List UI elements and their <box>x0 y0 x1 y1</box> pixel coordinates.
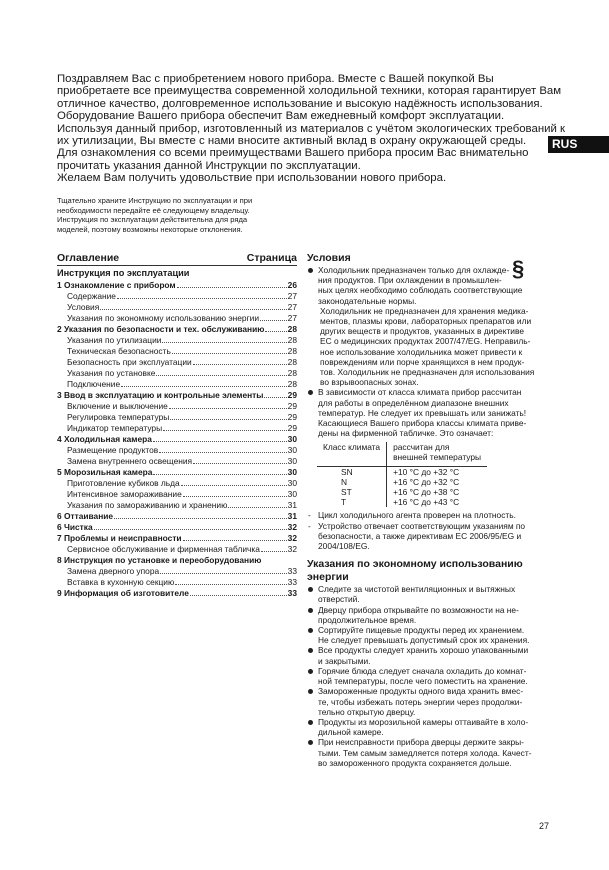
toc-entry[interactable] <box>57 368 297 379</box>
text-line: законодательные нормы. <box>318 295 417 306</box>
text-line: и закрытыми. <box>318 655 371 666</box>
toc-entry-title: 5 Морозильная камера <box>57 467 153 477</box>
toc-entry-title: Интенсивное замораживание <box>67 489 182 499</box>
toc-entry-title: 6 Оттаивание <box>57 511 114 521</box>
toc-entry-page: 30 <box>287 478 297 488</box>
text-line: Сортируйте пищевые продукты перед их хранением. <box>318 625 525 636</box>
toc-leader-dots <box>121 379 287 387</box>
toc-leader-dots <box>175 577 286 585</box>
text-line: температур. Не следует их превышать или занижать! <box>318 407 527 418</box>
toc-leader-dots <box>153 434 287 442</box>
text-line: дильной камере. <box>318 727 384 738</box>
toc-leader-dots <box>172 346 287 354</box>
toc-entry[interactable] <box>57 577 297 588</box>
toc-leader-dots <box>100 302 286 310</box>
toc-entry-page: 30 <box>287 489 297 499</box>
toc-entry[interactable] <box>57 467 297 478</box>
toc-entry-title: 8 Инструкция по установке и переоборудованию <box>57 555 262 565</box>
conditions-dash-item <box>307 510 562 520</box>
text-line: отверстий. <box>318 594 360 605</box>
page-number: 27 <box>539 821 550 831</box>
text-line: во взрывоопасных зонах. <box>320 377 419 388</box>
toc-entry-title: Приготовление кубиков льда <box>67 478 180 488</box>
text-line: приобретаете все преимущества современной холодильной техники, которая гарантирует Вам <box>57 85 562 98</box>
toc-entry-page: 27 <box>287 302 297 312</box>
text-line: Холодильник предназначен только для охлажде- <box>318 265 510 275</box>
toc-entry-title: Безопасность при эксплуатации <box>67 357 192 367</box>
toc-entry[interactable] <box>57 379 297 390</box>
energy-heading <box>307 558 562 584</box>
text-line: дены на фирменной табличке. Это означает: <box>318 428 494 439</box>
climate-row <box>317 477 487 487</box>
toc-entry-page: 28 <box>287 368 297 378</box>
text-line: тельно открытую дверцу. <box>318 706 416 717</box>
conditions-bullet <box>307 265 562 306</box>
toc-entry-title: Сервисное обслуживание и фирменная табличка <box>67 544 260 554</box>
toc-entry-page: 29 <box>287 390 297 400</box>
toc-entry[interactable] <box>57 357 297 368</box>
toc-entry[interactable] <box>57 489 297 500</box>
toc-entry-title: Указания по замораживанию и хранению <box>67 500 228 510</box>
toc-subtitle: Инструкция по эксплуатации <box>57 268 190 278</box>
section-symbol: § <box>512 256 525 281</box>
toc-leader-dots <box>117 291 287 299</box>
text-line: Касающиеся Вашего прибора классы климата приве- <box>318 418 527 429</box>
toc-leader-dots <box>163 423 287 431</box>
text-line: моделей, поэтому возможны некоторые отклонения. <box>57 224 243 234</box>
energy-tip <box>307 605 562 625</box>
text-line: безопасности, а также директивам ЕС 2006/95/EG и <box>318 530 522 541</box>
toc-leader-dots <box>170 412 286 420</box>
toc-entry-title: Условия <box>67 302 100 312</box>
climate-class: ST <box>317 487 387 497</box>
toc-entry[interactable] <box>57 434 297 445</box>
toc-leader-dots <box>156 368 286 376</box>
toc-entry-page: 26 <box>287 280 297 290</box>
toc-entry-title: Указания по экономному использованию энергии <box>67 313 259 323</box>
toc-entry-title: Техническая безопасность <box>67 346 171 356</box>
text-line: их утилизации, Вы вместе с нами вносите активный вклад в охрану окружающей среды. <box>57 135 527 148</box>
toc-entry-title: 3 Ввод в эксплуатацию и контрольные элементы <box>57 390 264 400</box>
toc-entry[interactable] <box>57 423 297 434</box>
text-line: Цикл холодильного агента проверен на плотность. <box>318 510 516 521</box>
text-line: повреждениям или порче хранящихся в нем продук- <box>320 356 525 367</box>
toc-entry-page: 33 <box>287 577 297 587</box>
table-of-contents <box>57 252 297 599</box>
toc-entry-page: 30 <box>287 467 297 477</box>
toc-entry-page: 30 <box>287 456 297 466</box>
text-line: Дверцу прибора открывайте по возможности на не- <box>318 604 519 615</box>
toc-header <box>57 252 297 266</box>
toc-entry-page: 28 <box>287 357 297 367</box>
toc-entry-title: Замена внутреннего освещения <box>67 456 193 466</box>
toc-entry-page: 32 <box>287 522 297 532</box>
toc-entry[interactable] <box>57 566 297 577</box>
text-line: Продукты из морозильной камеры оттаивайте в холо- <box>318 716 529 727</box>
text-line: Инструкция по эксплуатации действительна для ряда <box>57 215 248 225</box>
toc-entry-title: Указания по утилизации <box>67 335 162 345</box>
toc-leader-dots <box>190 588 287 596</box>
temperature-range: +16 °C до +32 °C <box>393 477 460 488</box>
toc-entry-page: 29 <box>287 401 297 411</box>
toc-entry-page: 31 <box>287 511 297 521</box>
toc-entry[interactable] <box>57 456 297 467</box>
text-line: Горячие блюда следует сначала охладить до комнат- <box>318 665 527 676</box>
toc-entry-page: 29 <box>287 423 297 433</box>
toc-entry[interactable] <box>57 500 297 511</box>
toc-leader-dots <box>169 401 287 409</box>
energy-tip <box>307 625 562 645</box>
text-line: Следите за чистотой вентиляционных и вытяжных <box>318 584 516 595</box>
toc-leader-dots <box>159 445 286 453</box>
text-line: Желаем Вам получить удовольствие при использовании нового прибора. <box>57 172 447 185</box>
toc-leader-dots <box>264 390 286 398</box>
intro-text <box>57 73 565 185</box>
toc-entry[interactable] <box>57 401 297 412</box>
temperature-range: +10 °C до +32 °C <box>393 467 460 478</box>
toc-entry-page: 28 <box>287 324 297 334</box>
toc-entry[interactable] <box>57 445 297 456</box>
toc-entry[interactable] <box>57 324 297 335</box>
toc-leader-dots <box>181 478 287 486</box>
toc-entry-page: 28 <box>287 335 297 345</box>
toc-entry[interactable] <box>57 280 297 291</box>
climate-row <box>317 467 487 478</box>
toc-entry-page: 30 <box>287 434 297 444</box>
text-line: ментов, плазмы крови, лабораторных препаратов или <box>320 316 532 327</box>
text-line: ЕС о медицинских продуктах 2007/47/EG. Неправиль- <box>320 336 531 347</box>
text-line: необходимости передайте её следующему владельцу. <box>57 205 250 215</box>
text-line: Замороженные продукты одного вида хранить вмес- <box>318 686 524 697</box>
toc-entry[interactable] <box>57 412 297 423</box>
toc-entry[interactable] <box>57 522 297 533</box>
toc-entry[interactable] <box>57 302 297 313</box>
energy-tip <box>307 686 562 717</box>
language-tab: RUS <box>548 136 609 153</box>
text-line: прочитать указания данной Инструкции по эксплуатации. <box>57 159 361 172</box>
text-line: Тщательно храните Инструкцию по эксплуатации и при <box>57 196 253 205</box>
climate-class: T <box>317 497 387 507</box>
conditions-heading: Условия <box>307 252 351 264</box>
energy-tip <box>307 737 562 768</box>
toc-entry-page: 32 <box>287 533 297 543</box>
text-line: ния продуктов. При охлаждении в промышлен- <box>318 275 502 286</box>
text-line: Для ознакомления со всеми преимуществами Вашего прибора просим Вас внимательно <box>57 147 529 160</box>
text-line: Все продукты следует хранить хорошо упакованными <box>318 645 529 656</box>
temperature-range: +16 °C до +38 °C <box>393 487 460 498</box>
text-line: ное использование холодильника может привести к <box>320 346 523 357</box>
toc-entry[interactable] <box>57 291 297 302</box>
toc-entry-title: 2 Указания по безопасности и тех. обслуживанию <box>57 324 265 334</box>
toc-entry[interactable] <box>57 478 297 489</box>
text-line: для работы в определённом диапазоне внешних <box>318 397 509 408</box>
temperature-header-line: внешней температуры <box>393 452 482 463</box>
toc-title: Оглавление <box>57 252 120 264</box>
text-line: Поздравляем Вас с приобретением нового прибора. Вместе с Вашей покупкой Вы <box>57 73 494 85</box>
toc-entry-page: 33 <box>287 588 297 598</box>
toc-entry[interactable] <box>57 555 297 566</box>
toc-entry[interactable] <box>57 346 297 357</box>
toc-entry-title: Указания по установке <box>67 368 156 378</box>
energy-tip <box>307 584 562 604</box>
toc-leader-dots <box>193 357 287 365</box>
conditions-bullet <box>307 387 562 438</box>
text-line: других веществ и продуктов, указанных в директиве <box>320 326 524 337</box>
toc-entry[interactable] <box>57 335 297 346</box>
toc-leader-dots <box>193 456 287 464</box>
toc-entry-title: Вставка в кухонную секцию <box>67 577 175 587</box>
toc-entry-title: 4 Холодильная камера <box>57 434 152 444</box>
temperature-header <box>387 442 487 467</box>
toc-entry-title: Включение и выключение <box>67 401 168 411</box>
text-line: продолжительное время. <box>318 614 417 625</box>
toc-entry[interactable] <box>57 533 297 544</box>
climate-class-header: Класс климата <box>317 442 387 467</box>
toc-leader-dots <box>183 489 287 497</box>
toc-entry[interactable] <box>57 313 297 324</box>
toc-entry-title: 7 Проблемы и неисправности <box>57 533 182 543</box>
toc-entry-page: 27 <box>287 313 297 323</box>
energy-tip <box>307 717 562 737</box>
text-line: во замороженного продукта сохраняется дольше. <box>318 757 512 768</box>
climate-class: N <box>317 477 387 487</box>
storage-note <box>57 196 252 234</box>
text-line: 2004/108/EG. <box>318 541 370 552</box>
toc-entry-page: 27 <box>287 291 297 301</box>
toc-leader-dots <box>162 335 286 343</box>
text-line: Используя данный прибор, изготовленный из материалов с учётом экологических требований к <box>57 122 565 135</box>
text-line: тыми. Тем самым замедляется потеря холода. Качест- <box>318 747 532 758</box>
toc-entry-title: Индикатор температуры <box>67 423 163 433</box>
climate-class: SN <box>317 467 387 478</box>
text-line: Устройство отвечает соответствующим указаниям по <box>318 520 526 531</box>
text-line: Не следует превышать допустимый срок их хранения. <box>318 635 530 646</box>
text-line: ной температуры, после чего поместить на хранение. <box>318 676 528 687</box>
toc-page-label: Страница <box>246 252 297 264</box>
toc-entry-title: Регулировка температуры <box>67 412 170 422</box>
toc-entry-title: 9 Информация об изготовителе <box>57 588 189 598</box>
toc-entry-title: 1 Ознакомление с прибором <box>57 280 176 290</box>
toc-entry-title: Замена дверного упора <box>67 566 160 576</box>
climate-class-table <box>317 442 487 507</box>
text-line: В зависимости от класса климата прибор рассчитан <box>318 387 522 398</box>
toc-leader-dots <box>177 280 287 288</box>
toc-leader-dots <box>160 566 287 574</box>
text-line: отличное качество, долговременное использование и высокую надёжность использования. <box>57 97 543 110</box>
toc-entry-page: 31 <box>287 500 297 510</box>
toc-entry-page: 29 <box>287 412 297 422</box>
energy-heading-line: Указания по экономному использованию <box>307 558 523 571</box>
toc-entry-page: 32 <box>287 544 297 554</box>
toc-leader-dots <box>228 500 286 508</box>
toc-entry-title: Подключение <box>67 379 121 389</box>
text-line: тов. Холодильник не предназначен для использования <box>320 367 535 378</box>
energy-tip <box>307 645 562 665</box>
climate-row <box>317 487 487 497</box>
toc-entry[interactable] <box>57 390 297 401</box>
toc-leader-dots <box>261 544 287 552</box>
temperature-range: +16 °C до +43 °C <box>393 497 460 508</box>
toc-leader-dots <box>265 324 286 332</box>
temperature-header-line: рассчитан для <box>393 442 450 453</box>
text-line: Оборудование Вашего прибора обеспечит Вам ежедневный комфорт эксплуатации. <box>57 110 505 123</box>
conditions-dash-item <box>307 521 562 552</box>
energy-tip <box>307 666 562 686</box>
conditions-paragraph <box>307 306 562 388</box>
text-line: При неисправности прибора дверцы держите закры- <box>318 737 524 748</box>
toc-entry-page: 33 <box>287 566 297 576</box>
toc-entry-page: 30 <box>287 445 297 455</box>
text-line: ных целях необходимо соблюдать соответствующие <box>318 285 523 296</box>
toc-entry-page: 28 <box>287 346 297 356</box>
toc-leader-dots <box>114 511 287 519</box>
toc-leader-dots <box>94 522 287 530</box>
climate-row <box>317 497 487 507</box>
text-line: Холодильник не предназначен для хранения медика- <box>320 305 529 316</box>
toc-entry-title: 6 Чистка <box>57 522 93 532</box>
toc-leader-dots <box>260 313 287 321</box>
toc-entry[interactable] <box>57 544 297 555</box>
toc-leader-dots <box>183 533 287 541</box>
toc-entry-title: Содержание <box>67 291 116 301</box>
toc-entry-page: 28 <box>287 379 297 389</box>
toc-entry[interactable] <box>57 588 297 599</box>
toc-leader-dots <box>153 467 286 475</box>
text-line: те, чтобы избежать потерь энергии через продолжи- <box>318 696 523 707</box>
energy-heading-line: энергии <box>307 571 349 584</box>
toc-entry-title: Размещение продуктов <box>67 445 159 455</box>
toc-entry[interactable] <box>57 511 297 522</box>
right-column <box>307 252 562 768</box>
